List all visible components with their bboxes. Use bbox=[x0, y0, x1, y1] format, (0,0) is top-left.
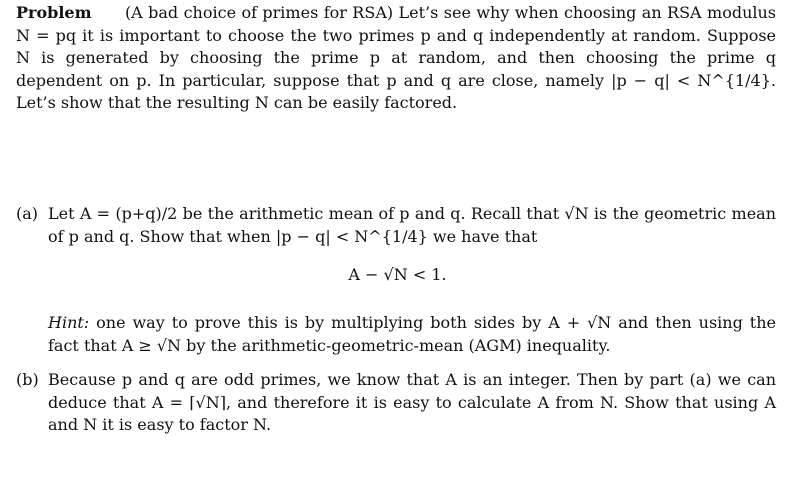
problem-text: (A bad choice of primes for RSA) Let’s see why when choosing an RSA modulus N = pq it is important to choose the two primes p and q independently at random. Suppose N is generated by choosing the prime p at random, and then choosing the prime q dependent on p. In particular, suppose that p and q are close, namely |p − q| < N^{1/4}. Let’s show that the resulting N can be easily factored. bbox=[16, 3, 776, 112]
part-a-tag: (a) bbox=[16, 204, 39, 223]
part-b bbox=[16, 369, 776, 437]
problem-statement bbox=[16, 2, 776, 115]
hint-label: Hint: bbox=[48, 313, 90, 332]
problem-label: Problem bbox=[16, 3, 92, 22]
display-equation: A − √N < 1. bbox=[348, 265, 447, 284]
part-a-text: Let A = (p+q)/2 be the arithmetic mean of p and q. Recall that √N is the geometric mean of p and q. Show that when |p − q| < N^{1/4} we have that bbox=[48, 204, 776, 246]
part-b-text: Because p and q are odd primes, we know that A is an integer. Then by part (a) we can deduce that A = ⌈√N⌉, and therefore it is easy to calculate A from N. Show that using A and N it is easy to factor N. bbox=[48, 370, 776, 434]
hint bbox=[48, 312, 776, 357]
part-a bbox=[16, 203, 776, 248]
hint-text: one way to prove this is by multiplying both sides by A + √N and then using the fact that A ≥ √N by the arithmetic-geometric-mean (AGM) inequality. bbox=[48, 313, 776, 355]
part-b-tag: (b) bbox=[16, 370, 39, 389]
